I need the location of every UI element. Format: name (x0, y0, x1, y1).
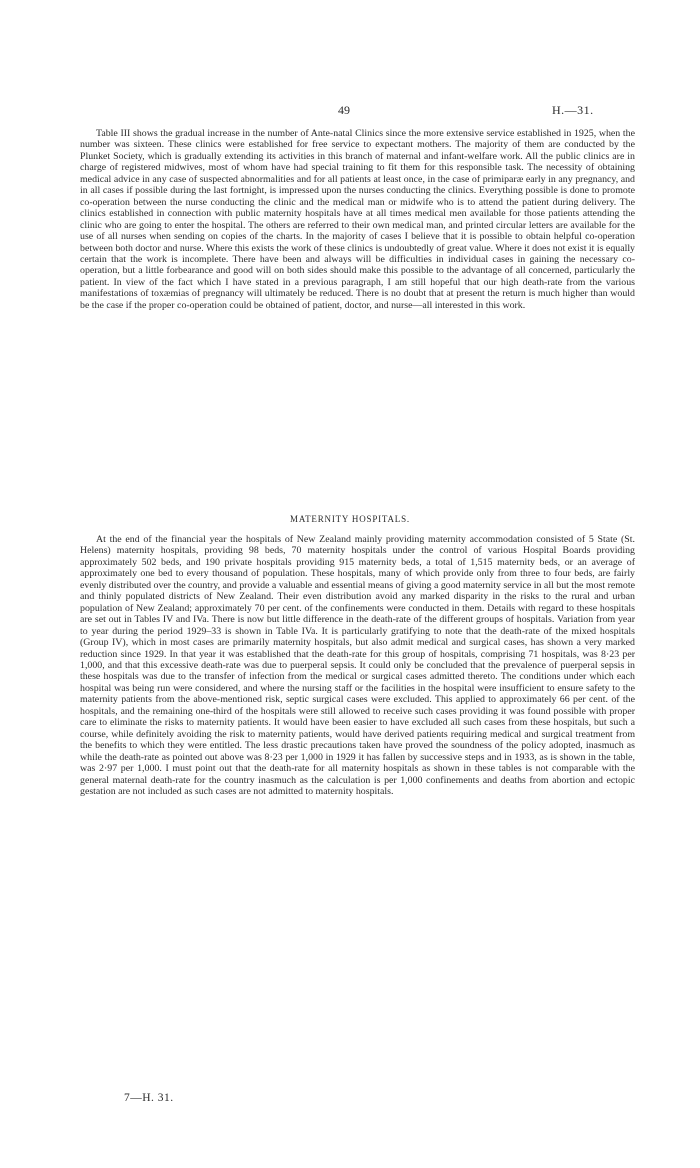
maternity-hospitals-paragraph: At the end of the financial year the hospitals of New Zealand mainly providing maternity accommodation consisted of 5 State (St. Helens) maternity hospitals, providing 98 beds, 70 maternity hospitals under the control of various Hospital Boards providing approximately 502 beds, and 190 private hospitals providing 915 maternity beds, a total of 1,515 maternity beds, or an average of approximately one bed to every thousand of population. These hospitals, many of which provide only from three to four beds, are fairly evenly distributed over the country, and provide a valuable and essential means of giving a good maternity service in all but the most remote and thinly populated districts of New Zealand. Their even distribution avoid any marked disparity in the risks to the rural and urban population of New Zealand; approximately 70 per cent. of the confinements were conducted in them. Details with regard to these hospitals are set out in Tables IV and IVa. There is now but little difference in the death-rate of the different groups of hospitals. Variation from year to year during the period 1929–33 is shown in Table IVa. It is particularly gratifying to note that the death-rate of the mixed hospitals (Group IV), which in most cases are primarily maternity hospitals, but also admit medical and surgical cases, has shown a very marked reduction since 1929. In that year it was established that the death-rate for this group of hospitals, comprising 71 hospitals, was 8·23 per 1,000, and that this excessive death-rate was due to puerperal sepsis. It could only be concluded that the prevalence of puerperal sepsis in these hospitals was due to the transfer of infection from the medical or surgical cases admitted thereto. The conditions under which each hospital was being run were considered, and where the nursing staff or the facilities in the hospital were insufficient to ensure safety to the maternity patients from the above-mentioned risk, septic surgical cases were excluded. This applied to approximately 66 per cent. of the hospitals, and the remaining one-third of the hospitals were still allowed to receive such cases providing it was found possible with proper care to eliminate the risks to maternity patients. It would have been easier to have excluded all such cases from these hospitals, but such a course, while definitely avoiding the risk to maternity patients, would have derived patients requiring medical and surgical treatment from the benefits to which they were entitled. The less drastic precautions taken have proved the soundness of the policy adopted, inasmuch as while the death-rate as pointed out above was 8·23 per 1,000 in 1929 it has fallen by successive steps and in 1933, as is shown in the table, was 2·97 per 1,000. I must point out that the death-rate for all maternity hospitals as shown in these tables is not comparable with the general maternal death-rate for the country inasmuch as the calculation is per 1,000 confinements and deaths from abortion and ectopic gestation are not included as such cases are not admitted to maternity hospitals. (80, 534, 635, 797)
page-signature: 7—H. 31. (124, 1092, 174, 1104)
antenatal-clinics-paragraph: Table III shows the gradual increase in the number of Ante-natal Clinics since the more extensive service established in 1925, when the number was sixteen. These clinics were established for free service to expectant mothers. The majority of them are conducted by the Plunket Society, which is gradually extending its activities in this branch of maternal and infant-welfare work. All the public clinics are in charge of registered midwives, most of whom have had special training to fit them for this responsible task. The necessity of obtaining medical advice in any case of suspected abnormalities and for all patients at least once, in the case of primiparæ early in any pregnancy, and in all cases if possible during the last fortnight, is impressed upon the nurses conducting the clinics. Everything possible is done to promote co-operation between the nurse conducting the clinic and the medical man or midwife who is to attend the patient during delivery. The clinics established in connection with public maternity hospitals have at all times medical men available for those patients attending the clinic who are going to enter the hospital. The others are referred to their own medical man, and printed circular letters are available for the use of all nurses when sending on copies of the charts. In the majority of cases I believe that it is possible to obtain helpful co-operation between both doctor and nurse. Where this exists the work of these clinics is undoubtedly of great value. Where it does not exist it is equally certain that the work is incomplete. There have been and always will be difficulties in individual cases in gaining the necessary co-operation, but a little forbearance and good will on both sides should make this possible to the advantage of all concerned, particularly the patient. In view of the fact which I have stated in a previous paragraph, I am still hopeful that our high death-rate from the various manifestations of toxæmias of pregnancy will ultimately be reduced. There is no doubt that at present the return is much higher than would be the case if the proper co-operation could be obtained of patient, doctor, and nurse—all interested in this work. (80, 128, 635, 311)
page-number: 49 (338, 103, 350, 117)
document-reference: H.—31. (552, 103, 594, 117)
maternity-hospitals-heading: MATERNITY HOSPITALS. (290, 514, 410, 524)
